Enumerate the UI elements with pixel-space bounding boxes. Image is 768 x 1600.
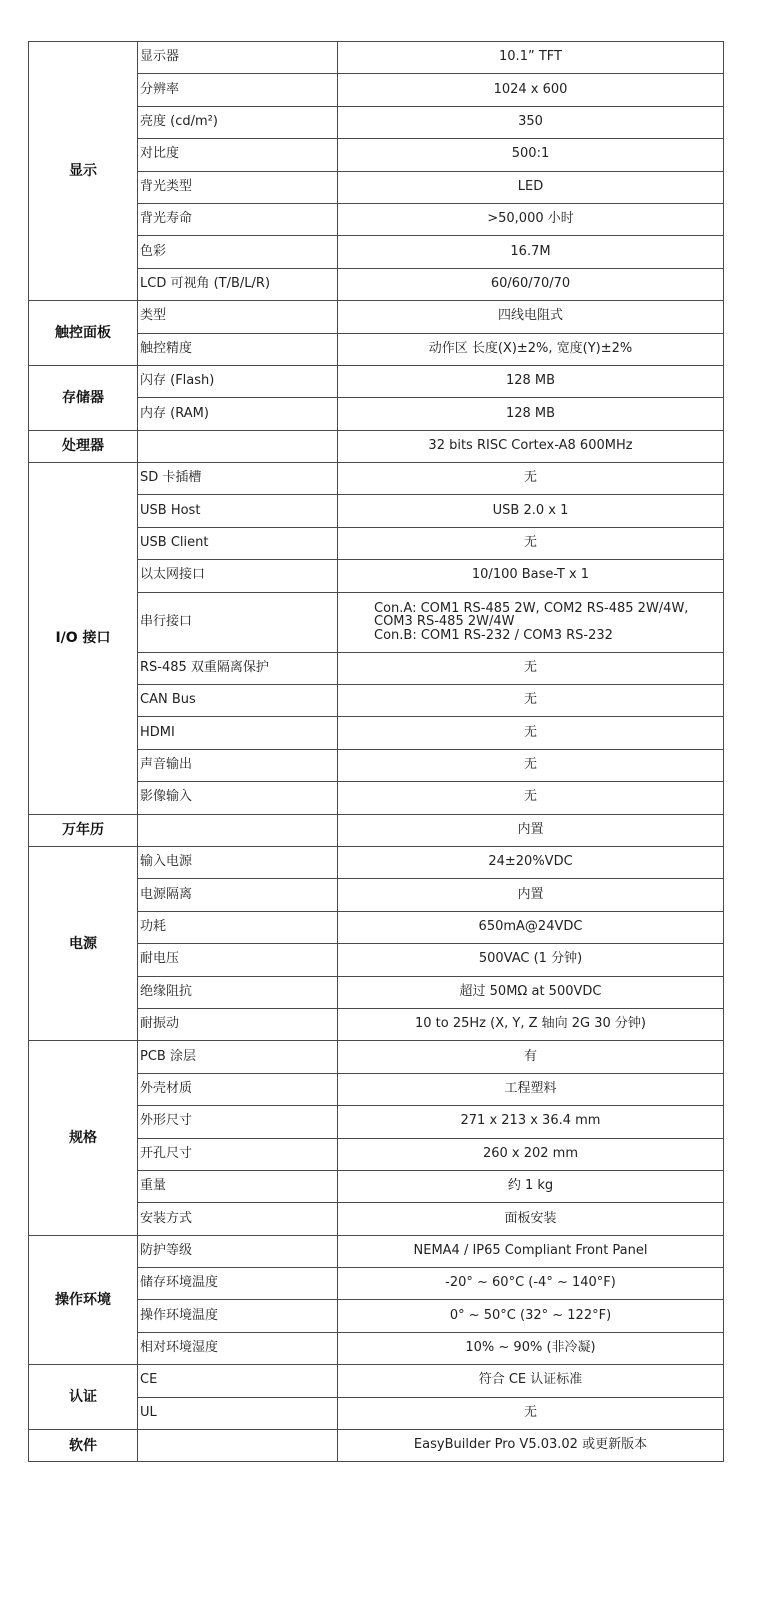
category-environment: 操作环境 xyxy=(29,1235,138,1365)
spec-label xyxy=(138,430,338,462)
spec-label: 类型 xyxy=(138,301,338,333)
spec-value: 超过 50MΩ at 500VDC xyxy=(338,976,724,1008)
spec-value: USB 2.0 x 1 xyxy=(338,495,724,527)
table-row xyxy=(29,846,724,878)
table-row xyxy=(29,301,724,333)
spec-value: 500VAC (1 分钟) xyxy=(338,944,724,976)
spec-value: 128 MB xyxy=(338,398,724,430)
spec-value: 500:1 xyxy=(338,139,724,171)
spec-value: 0° ~ 50°C (32° ~ 122°F) xyxy=(338,1300,724,1332)
spec-label: 耐电压 xyxy=(138,944,338,976)
spec-label: 相对环境湿度 xyxy=(138,1332,338,1364)
category-memory: 存储器 xyxy=(29,365,138,430)
spec-label: PCB 涂层 xyxy=(138,1041,338,1073)
spec-value: 有 xyxy=(338,1041,724,1073)
spec-label: RS-485 双重隔离保护 xyxy=(138,652,338,684)
category-processor: 处理器 xyxy=(29,430,138,462)
spec-value: 10/100 Base-T x 1 xyxy=(338,560,724,592)
spec-label: HDMI xyxy=(138,717,338,749)
table-row xyxy=(29,1430,724,1462)
spec-value: 无 xyxy=(338,782,724,814)
table-row xyxy=(29,430,724,462)
spec-label xyxy=(138,814,338,846)
spec-value: 面板安装 xyxy=(338,1203,724,1235)
spec-value: 内置 xyxy=(338,879,724,911)
spec-value: 350 xyxy=(338,106,724,138)
spec-label: 防护等级 xyxy=(138,1235,338,1267)
spec-label: CE xyxy=(138,1365,338,1397)
spec-value: 无 xyxy=(338,463,724,495)
spec-value: 四线电阻式 xyxy=(338,301,724,333)
spec-label: 串行接口 xyxy=(138,592,338,652)
spec-label: 对比度 xyxy=(138,139,338,171)
spec-value: 10% ~ 90% (非冷凝) xyxy=(338,1332,724,1364)
spec-value: 无 xyxy=(338,527,724,559)
spec-label: 输入电源 xyxy=(138,846,338,878)
table-row xyxy=(29,1365,724,1397)
spec-value: 动作区 长度(X)±2%, 宽度(Y)±2% xyxy=(338,333,724,365)
serial-line: Con.B: COM1 RS-232 / COM3 RS-232 xyxy=(374,627,613,643)
spec-label: 操作环境温度 xyxy=(138,1300,338,1332)
spec-label: 重量 xyxy=(138,1170,338,1202)
table-row xyxy=(29,42,724,74)
spec-label: 安装方式 xyxy=(138,1203,338,1235)
spec-value: 1024 x 600 xyxy=(338,74,724,106)
serial-line: Con.A: COM1 RS-485 2W, COM2 RS-485 2W/4W, xyxy=(374,600,689,616)
spec-table xyxy=(28,41,724,1462)
spec-value: EasyBuilder Pro V5.03.02 或更新版本 xyxy=(338,1430,724,1462)
spec-label: USB Host xyxy=(138,495,338,527)
spec-value: LED xyxy=(338,171,724,203)
spec-label: 触控精度 xyxy=(138,333,338,365)
spec-value-serial xyxy=(338,592,724,652)
table-row xyxy=(29,814,724,846)
spec-value: 无 xyxy=(338,749,724,781)
spec-label: 亮度 (cd/m²) xyxy=(138,106,338,138)
spec-label: 开孔尺寸 xyxy=(138,1138,338,1170)
spec-value: 128 MB xyxy=(338,365,724,397)
spec-value: 内置 xyxy=(338,814,724,846)
category-power: 电源 xyxy=(29,846,138,1040)
spec-value: 32 bits RISC Cortex-A8 600MHz xyxy=(338,430,724,462)
spec-value: 无 xyxy=(338,652,724,684)
spec-label: 分辨率 xyxy=(138,74,338,106)
spec-label: 电源隔离 xyxy=(138,879,338,911)
spec-label: 闪存 (Flash) xyxy=(138,365,338,397)
category-certification: 认证 xyxy=(29,1365,138,1430)
spec-value: 60/60/70/70 xyxy=(338,268,724,300)
spec-label: CAN Bus xyxy=(138,685,338,717)
category-display: 显示 xyxy=(29,42,138,301)
spec-label xyxy=(138,1430,338,1462)
spec-value: 16.7M xyxy=(338,236,724,268)
spec-value: 工程塑料 xyxy=(338,1073,724,1105)
spec-value: 10.1” TFT xyxy=(338,42,724,74)
spec-label: 以太网接口 xyxy=(138,560,338,592)
spec-value: 24±20%VDC xyxy=(338,846,724,878)
table-row xyxy=(29,1041,724,1073)
category-rtc: 万年历 xyxy=(29,814,138,846)
spec-label: UL xyxy=(138,1397,338,1429)
spec-value: 符合 CE 认证标准 xyxy=(338,1365,724,1397)
spec-label: 外形尺寸 xyxy=(138,1106,338,1138)
spec-value: 无 xyxy=(338,1397,724,1429)
spec-label: 外壳材质 xyxy=(138,1073,338,1105)
category-io: I/O 接口 xyxy=(29,463,138,815)
spec-label: 储存环境温度 xyxy=(138,1268,338,1300)
serial-line: COM3 RS-485 2W/4W xyxy=(374,614,515,630)
spec-label: LCD 可视角 (T/B/L/R) xyxy=(138,268,338,300)
spec-value: >50,000 小时 xyxy=(338,203,724,235)
spec-label: 绝缘阻抗 xyxy=(138,976,338,1008)
spec-value: 无 xyxy=(338,717,724,749)
spec-label: USB Client xyxy=(138,527,338,559)
category-spec: 规格 xyxy=(29,1041,138,1235)
category-touch: 触控面板 xyxy=(29,301,138,366)
spec-value: NEMA4 / IP65 Compliant Front Panel xyxy=(338,1235,724,1267)
category-software: 软件 xyxy=(29,1430,138,1462)
spec-value: 271 x 213 x 36.4 mm xyxy=(338,1106,724,1138)
spec-label: 耐振动 xyxy=(138,1008,338,1040)
spec-label: 内存 (RAM) xyxy=(138,398,338,430)
spec-label: 背光寿命 xyxy=(138,203,338,235)
spec-label: 显示器 xyxy=(138,42,338,74)
spec-value: 约 1 kg xyxy=(338,1170,724,1202)
table-row xyxy=(29,463,724,495)
spec-label: 声音输出 xyxy=(138,749,338,781)
spec-value: -20° ~ 60°C (-4° ~ 140°F) xyxy=(338,1268,724,1300)
table-row xyxy=(29,365,724,397)
spec-label: 色彩 xyxy=(138,236,338,268)
spec-value: 无 xyxy=(338,685,724,717)
table-row xyxy=(29,1235,724,1267)
spec-label: 背光类型 xyxy=(138,171,338,203)
spec-value: 650mA@24VDC xyxy=(338,911,724,943)
spec-label: 功耗 xyxy=(138,911,338,943)
spec-label: 影像输入 xyxy=(138,782,338,814)
spec-value: 260 x 202 mm xyxy=(338,1138,724,1170)
spec-label: SD 卡插槽 xyxy=(138,463,338,495)
spec-value: 10 to 25Hz (X, Y, Z 轴向 2G 30 分钟) xyxy=(338,1008,724,1040)
